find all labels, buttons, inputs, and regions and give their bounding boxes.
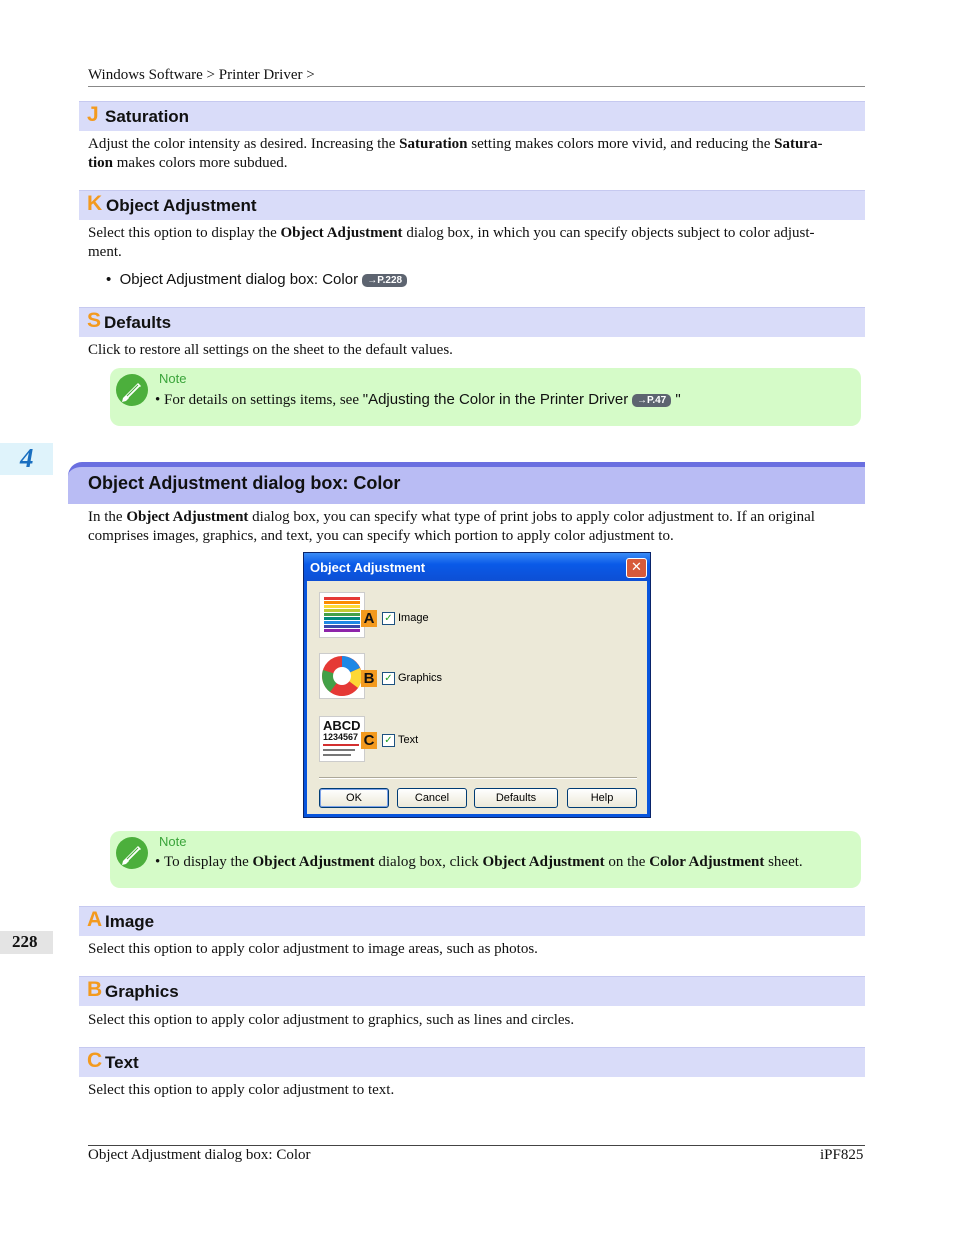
bold-run: Color Adjustment <box>649 854 765 870</box>
text-run: Select this option to display the <box>88 225 281 241</box>
object-adjustment-dialog <box>303 552 651 818</box>
page-ref-button[interactable]: →P.228 <box>362 274 407 287</box>
bullet-dot: • <box>155 854 161 870</box>
bullet-dot: • <box>106 271 112 288</box>
header-rule <box>88 86 865 87</box>
defaults-button[interactable]: Defaults <box>474 788 558 808</box>
bold-run: Object Adjustment <box>252 854 375 870</box>
text-run: makes colors more subdued. <box>113 155 288 171</box>
cancel-button[interactable]: Cancel <box>397 788 467 808</box>
page-ref-button[interactable]: →P.47 <box>632 394 671 407</box>
note-text <box>155 391 681 409</box>
dialog-separator <box>319 777 637 779</box>
text-run: " <box>671 391 681 408</box>
heading-object-adjustment <box>79 190 865 220</box>
text-run: setting makes colors more vivid, and reducing the <box>467 136 775 152</box>
section-heading <box>68 462 865 504</box>
bold-run: Saturation <box>399 136 468 152</box>
object-adjustment-description <box>88 224 858 262</box>
heading-title: Object Adjustment <box>106 196 257 215</box>
note-text <box>155 854 803 871</box>
section-title: Object Adjustment dialog box: Color <box>88 473 401 493</box>
text-run: dialog box, you can specify what type of print jobs to apply color adjustment to. If an original <box>248 509 815 525</box>
heading-title: Graphics <box>105 982 179 1001</box>
text-run: For details on settings items, see <box>164 392 363 408</box>
footer-rule <box>88 1145 865 1146</box>
heading-letter: A <box>87 908 103 931</box>
bold-run: tion <box>88 155 114 171</box>
dialog-body <box>307 581 647 814</box>
footer-section-title: Object Adjustment dialog box: Color <box>88 1147 311 1163</box>
text-run: ment. <box>88 244 122 260</box>
text-sample-line2: 1234567 <box>323 732 359 742</box>
note-box <box>110 831 861 888</box>
heading-letter: B <box>87 978 103 1001</box>
heading-graphics <box>79 976 865 1006</box>
text-run: Adjust the color intensity as desired. Increasing the <box>88 136 400 152</box>
heading-text <box>79 1047 865 1077</box>
chapter-tab <box>0 443 53 475</box>
image-checkbox-label[interactable]: Image <box>398 612 429 624</box>
heading-letter: C <box>87 1049 103 1072</box>
text-sample-bar <box>323 749 355 751</box>
heading-defaults <box>79 307 865 337</box>
defaults-description: Click to restore all settings on the sheet to the default values. <box>88 342 453 358</box>
help-button[interactable]: Help <box>567 788 637 808</box>
text-sample-bar <box>323 754 351 756</box>
chapter-number: 4 <box>20 443 34 473</box>
heading-image <box>79 906 865 936</box>
text-run: In the <box>88 509 127 525</box>
pencil-icon <box>116 374 148 406</box>
pencil-icon <box>116 837 148 869</box>
breadcrumb: Windows Software > Printer Driver > <box>88 67 315 83</box>
heading-letter: K <box>87 192 103 215</box>
note-label: Note <box>159 834 187 849</box>
text-sample-line1: ABCD <box>323 718 361 733</box>
pencils-image-icon <box>319 592 365 638</box>
heading-saturation <box>79 101 865 131</box>
dialog-title: Object Adjustment <box>310 560 426 575</box>
heading-title: Defaults <box>104 313 172 332</box>
text-run: sheet. <box>764 854 803 870</box>
page-number: 228 <box>12 932 38 951</box>
text-run: on the <box>604 854 650 870</box>
dialog-titlebar <box>304 553 650 581</box>
bold-run: Object Adjustment <box>126 509 249 525</box>
callout-badge: C <box>361 732 377 749</box>
close-icon[interactable]: ✕ <box>626 558 647 578</box>
heading-letter: J <box>87 103 99 126</box>
text-run: To display the <box>164 854 253 870</box>
text-description: Select this option to apply color adjustment to text. <box>88 1082 395 1098</box>
image-checkbox[interactable]: ✓ <box>382 612 395 625</box>
color-wheel-graphic-icon <box>319 653 365 699</box>
text-checkbox-label[interactable]: Text <box>398 734 419 746</box>
image-description: Select this option to apply color adjustment to image areas, such as photos. <box>88 941 538 957</box>
note-box <box>110 368 861 426</box>
text-run: dialog box, in which you can specify objects subject to color adjust- <box>402 225 815 241</box>
note-label: Note <box>159 371 187 386</box>
graphics-checkbox-label[interactable]: Graphics <box>398 672 443 684</box>
page-number-tab <box>0 931 53 954</box>
text-run: comprises images, graphics, and text, you can specify which portion to apply color adjustment to. <box>88 528 674 544</box>
text-sample-icon <box>319 716 365 762</box>
link-adjusting-color[interactable]: "Adjusting the Color in the Printer Driver <box>362 391 629 408</box>
footer-model: iPF825 <box>820 1147 864 1163</box>
callout-badge: A <box>361 610 377 627</box>
graphics-checkbox[interactable]: ✓ <box>382 672 395 685</box>
heading-title: Text <box>105 1053 139 1072</box>
section-description <box>88 508 865 546</box>
bold-run: Object Adjustment <box>280 225 403 241</box>
text-checkbox[interactable]: ✓ <box>382 734 395 747</box>
text-run: dialog box, click <box>374 854 483 870</box>
callout-badge: B <box>361 670 377 687</box>
text-sample-bar <box>323 744 359 746</box>
bullet-dot: • <box>155 392 161 408</box>
graphics-description: Select this option to apply color adjustment to graphics, such as lines and circles. <box>88 1012 575 1028</box>
heading-title: Image <box>105 912 155 931</box>
saturation-description <box>88 135 858 173</box>
ok-button[interactable]: OK <box>319 788 389 808</box>
bullet-item <box>106 271 407 288</box>
link-object-adjustment-color[interactable]: Object Adjustment dialog box: Color <box>119 271 359 288</box>
bold-run: Object Adjustment <box>482 854 605 870</box>
heading-letter: S <box>87 309 102 332</box>
bold-run: Satura- <box>774 136 823 152</box>
heading-title: Saturation <box>105 107 190 126</box>
